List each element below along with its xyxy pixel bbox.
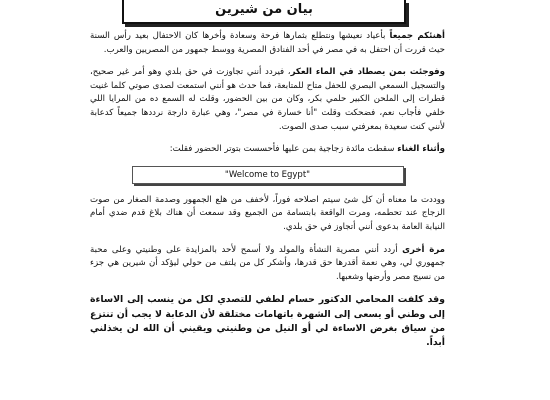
paragraph-text: سقطت مائدة زجاجية بمن عليها فأحسست بتوتر الحضور فقلت: — [169, 144, 398, 155]
paragraph-surprise — [90, 66, 445, 134]
paragraph-again — [90, 244, 445, 285]
paragraph-lawyer — [90, 293, 445, 350]
paragraph-text: بأعياد نعيشها ونتطلع بثمارها فرحة وسعادة وأخرها كان الاحتفال بعيد رأس السنة حيث قررت أن احتفل به في مصر في أحد الفنادق المصرية ووسط جمهور من المصريين والعرب. — [90, 31, 445, 55]
paragraph-lead: أهنئكم جميعاً — [389, 31, 445, 41]
paragraph-singing — [90, 143, 445, 157]
paragraph-text: وقد كلفت المحامي الدكتور حسام لطفي للتصدي لكل من ينسب إلى الاساءة إلى وطني أو يسعى إلى الشهرة باتهامات مختلقة لأن الدعابة لا يجب أن تنتزع من سياق بغرض الاساءة لي أو النيل من وطنيتي ويقيني أن الله لن يخذلني أبداً. — [90, 294, 445, 348]
statement-body — [90, 30, 445, 359]
statement-title: بيان من شيرين — [122, 0, 406, 24]
paragraph-lead: مرة أخرى — [402, 244, 445, 255]
paragraph-lead: وأثناء الغناء — [397, 144, 445, 155]
paragraph-lead: وفوجئت بمن يصطاد في الماء العكر — [290, 67, 445, 78]
paragraph-text: ووددت ما معناه أن كل شئ سيتم اصلاحه فوراً، لأخفف من هلع الجمهور وصدمة الصغار من صوت الزجاج عند تحطمه، ومرت الواقعة بابتسامة من الجميع وقد سمعت أن هناك بلاغ قدم ضدي أمام النيابة العامة بدعوى أنني أتجاوز في حق بلدي. — [90, 194, 445, 232]
paragraph-text: أردد أنني مصرية النشأة والمولد ولا أسمح لأحد بالمزايدة على وطنيتي وعلى محبة جمهوري لي، وهي نعمة أقدرها حق قدرها، وأشكر كل من يلتف من حولي ليؤكد أن شيرين هي جزء من نسيج مصر وأرضها وشعبها. — [90, 244, 445, 282]
paragraph-congratulations — [90, 30, 445, 57]
paragraph-repair — [90, 194, 445, 235]
welcome-quote-box: "Welcome to Egypt" — [132, 166, 404, 184]
paragraph-text: ، فيردد أنني تجاوزت في حق بلدي وهو أمر غير صحيح، والتسجيل السمعي البصري للحفل متاح للمتابعة، فما حدث هو أنني استمعت لصدى صوتي كلما غنيت قطرات إلى الملحن الكبير حلمي بكر، وكان من بين الحضور، وقلت له السمع ده من المرايا اللي خلفي فأجاب نعم، فضحكت وقلت "أنا خسارة في مصر"، وهي عبارة دارجة نرددها جميعاً كدعابة لأنني كنت سعيدة بمعرفتي سبب صدى الصوت. — [90, 67, 445, 132]
